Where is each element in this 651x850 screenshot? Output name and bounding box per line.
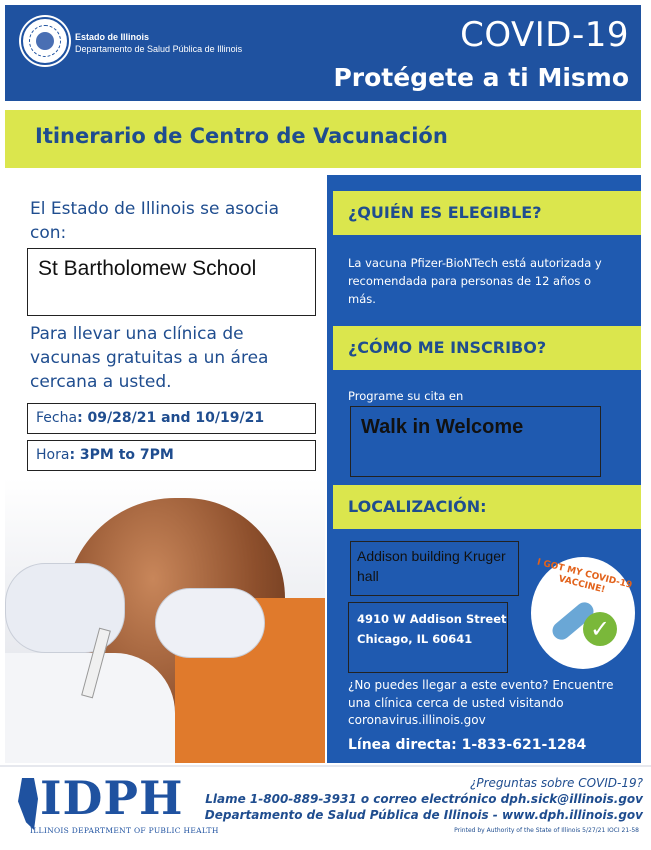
schedule-title: Itinerario de Centro de Vacunación — [35, 124, 448, 148]
badge-text: I GOT MY COVID-19 VACCINE! — [535, 557, 634, 596]
time-value: : 3PM to 7PM — [69, 447, 174, 463]
partner-name: St Bartholomew School — [38, 257, 257, 280]
time-field — [27, 440, 316, 471]
eligible-text: La vacuna Pfizer-BioNTech está autorizada y recomendada para personas de 12 años o más. — [348, 256, 602, 306]
questions-heading: ¿Preguntas sobre COVID-19? — [470, 776, 643, 790]
department-web: Departamento de Salud Pública de Illinois - www.dph.illinois.gov — [204, 808, 643, 822]
contact-info — [205, 775, 643, 823]
header-banner — [5, 5, 641, 101]
signup-label: Programe su cita en — [348, 389, 464, 403]
page-subtitle: Protégete a ti Mismo — [333, 63, 629, 92]
address-field — [348, 602, 508, 673]
signup-heading: ¿CÓMO ME INSCRIBO? — [348, 338, 547, 357]
hotline-text: Línea directa: 1-833-621-1284 — [348, 737, 587, 753]
partner-field — [27, 248, 316, 316]
location-heading: LOCALIZACIÓN: — [348, 497, 487, 516]
signup-heading-bar — [333, 326, 641, 370]
venue-name: Addison building Kruger hall — [357, 548, 506, 584]
signup-value: Walk in Welcome — [361, 416, 524, 438]
signup-field — [350, 406, 601, 477]
alternative-text: ¿No puedes llegar a este evento? Encuentre una clínica cerca de usted visitando coronavirus.illinois.gov — [348, 678, 614, 727]
vaccination-photo — [5, 478, 325, 763]
department-name: Departamento de Salud Pública de Illinois — [75, 44, 243, 54]
eligible-heading: ¿QUIÉN ES ELEGIBLE? — [348, 203, 542, 222]
idph-logo: IDPH — [40, 771, 184, 825]
contact-line: Llame 1-800-889-3931 o correo electrónico dph.sick@illinois.gov — [205, 792, 643, 806]
location-heading-bar — [333, 485, 641, 529]
eligible-heading-bar — [333, 191, 641, 235]
checkmark-icon: ✓ — [583, 612, 617, 646]
print-notice: Printed by Authority of the State of Illinois 5/27/21 IOCI 21-58 — [454, 827, 639, 834]
footer-divider — [0, 765, 651, 767]
schedule-banner — [5, 110, 641, 168]
date-label: Fecha — [36, 410, 78, 426]
state-name: Estado de Illinois — [75, 32, 150, 42]
glove-illustration — [155, 588, 265, 658]
purpose-text: Para llevar una clínica de vacunas gratuitas a un área cercana a usted. — [30, 324, 269, 392]
partner-intro: El Estado de Illinois se asocia con: — [30, 199, 280, 243]
vaccine-badge — [531, 557, 635, 669]
agency-name — [75, 31, 242, 55]
date-value: : 09/28/21 and 10/19/21 — [77, 410, 265, 426]
state-seal-icon — [21, 17, 69, 65]
venue-field — [350, 541, 519, 596]
page-title: COVID-19 — [460, 15, 629, 55]
illinois-map-icon — [18, 778, 38, 830]
address-text: 4910 W Addison Street Chicago, IL 60641 — [357, 612, 507, 646]
idph-logo-subtitle: ILLINOIS DEPARTMENT OF PUBLIC HEALTH — [30, 826, 219, 835]
date-field — [27, 403, 316, 434]
time-label: Hora — [36, 447, 70, 463]
